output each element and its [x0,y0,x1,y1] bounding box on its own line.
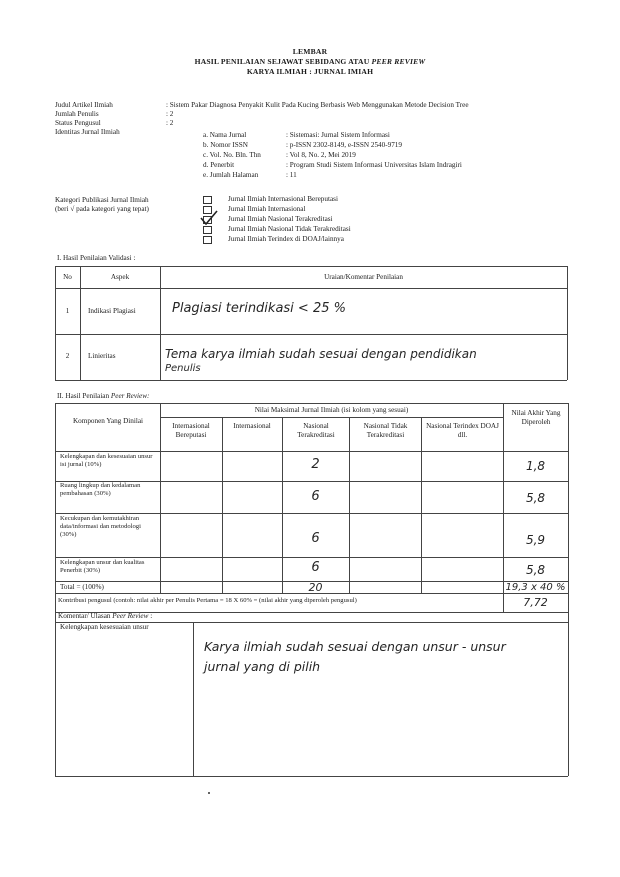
validasi-row1-aspek: Indikasi Plagiasi [88,307,136,315]
row4-nilai-akhir: 5,8 [525,563,546,577]
komponen-row4: Kelengkapan unsur dan kualitas Penerbit (30%) [60,559,145,574]
column-internasional-bereputasi: Internasional Bereputasi [172,422,210,439]
doc-title-line1: LEMBAR [292,47,328,56]
kategori-sublabel: (beri √ pada kategori yang tepat) [55,205,149,213]
komentar-title-suffix: : [148,612,153,620]
identitas-e-label: e. Jumlah Halaman [203,171,259,179]
nilai-max-header: Nilai Maksimal Jurnal Ilmiah (isi kolom yang sesuai) [254,406,409,414]
identitas-c-value: : Vol 8, No. 2, Mei 2019 [286,151,356,159]
komentar-title-italic: Peer Review [112,612,149,620]
total-label: Total = (100%) [60,583,104,591]
kategori-option-5: Jurnal Ilmiah Terindex di DOAJ/lainnya [228,235,344,243]
validasi-header-no: No [63,273,72,281]
identitas-a-label: a. Nama Jurnal [203,131,247,139]
total-akhir: 19,3 x 40 % [505,582,566,593]
status-label: Status Pengusul [55,119,101,127]
komentar-line1: Karya ilmiah sudah sesuai dengan unsur - unsur [204,639,506,654]
kategori-checkbox-1[interactable] [203,196,212,204]
doc-title-line2-text: HASIL PENILAIAN SEJAWAT SEBIDANG ATAU [194,57,372,66]
komentar-title-text: Komentar/ Ulasan [58,612,113,620]
validasi-row2-comment-line2: Penulis [165,363,201,374]
komponen-header: Komponen Yang Dinilai [72,417,144,425]
kategori-checkbox-4[interactable] [203,226,212,234]
column-nasional-terindex: Nasional Terindex DOAJ dll. [426,422,499,439]
judul-label: Judul Artikel Ilmiah [55,101,113,109]
identitas-b-value: : p-ISSN 2302-8149, e-ISSN 2540-9719 [286,141,402,149]
column-nasional-terakreditasi: Nasional Terakreditasi [297,422,335,439]
section1-title: I. Hasil Penilaian Validasi : [57,254,136,262]
row4-nasional-terakreditasi: 6 [311,560,320,575]
speck-mark [208,792,210,794]
komponen-row2: Ruang lingkup dan kedalaman pembahasan (30%) [60,482,141,497]
row2-nilai-akhir: 5,8 [525,491,546,505]
validasi-row1-no: 1 [65,307,70,315]
kategori-option-3: Jurnal Ilmiah Nasional Terakreditasi [228,215,333,223]
row3-nasional-terakreditasi: 6 [311,531,320,546]
identitas-d-label: d. Penerbit [203,161,235,169]
validasi-row2-aspek: Linieritas [88,352,116,360]
validasi-row1-comment: Plagiasi terindikasi < 25 % [172,301,346,316]
komentar-row-label: Kelengkapan kesesuaian unsur [60,623,149,631]
penulis-value: : 2 [166,110,174,118]
row1-nasional-terakreditasi: 2 [311,457,320,472]
total-value: 20 [308,581,323,594]
doc-title-line3: KARYA ILMIAH : JURNAL IMIAH [246,67,374,76]
kontribusi-value: 7,72 [523,596,548,609]
section2-title-italic: Peer Review: [110,392,150,400]
kategori-checkbox-5[interactable] [203,236,212,244]
nilai-akhir-header: Nilai Akhir Yang Diperoleh [511,409,561,426]
row2-nasional-terakreditasi: 6 [311,489,320,504]
row1-nilai-akhir: 1,8 [525,459,546,473]
doc-title-line2-italic: PEER REVIEW [371,57,426,66]
judul-value: : Sistem Pakar Diagnosa Penyakit Kulit Pada Kucing Berbasis Web Menggunakan Metode Decision Tree [166,101,469,109]
validasi-row2-no: 2 [65,352,70,360]
kategori-option-1: Jurnal Ilmiah Internasional Bereputasi [228,195,338,203]
identitas-d-value: : Program Studi Sistem Informasi Universitas Islam Indragiri [286,161,462,169]
check-mark-icon [199,209,219,227]
row3-nilai-akhir: 5,9 [525,533,546,547]
kategori-label: Kategori Publikasi Jurnal Ilmiah [55,196,149,204]
komentar-line2: jurnal yang di pilih [204,659,321,674]
status-value: : 2 [166,119,174,127]
section2-title-text: II. Hasil Penilaian [57,392,111,400]
identitas-b-label: b. Nomor ISSN [203,141,248,149]
validasi-header-uraian: Uraian/Komentar Penilaian [324,273,403,281]
identitas-c-label: c. Vol. No. Bln. Thn [203,151,261,159]
column-nasional-tidak-terakreditasi: Nasional Tidak Terakreditasi [363,422,408,439]
validasi-header-aspek: Aspek [110,273,130,281]
identitas-a-value: : Sistemasi: Jurnal Sistem Informasi [286,131,390,139]
validasi-row2-comment-line1: Tema karya ilmiah sudah sesuai dengan pendidikan [165,347,477,361]
komponen-row3: Kecukupan dan kemutakhiran data/informasi dan metodologi (30%) [60,515,141,538]
doc-title-line2 [0,57,620,66]
section2-title [57,392,149,401]
kategori-option-2: Jurnal Ilmiah Internasional [228,205,306,213]
komentar-title [58,612,152,621]
kontribusi-label: Kontribusi pengusul (contoh: nilai akhir per Penulis Pertama = 18 X 60% = (nilai akhir yang diperoleh pengusul) [58,597,357,604]
identitas-label: Identitas Jurnal Ilmiah [55,128,120,136]
komponen-row1: Kelengkapan dan kesesuaian unsur isi jurnal (10%) [60,453,153,468]
identitas-e-value: : 11 [286,171,297,179]
penulis-label: Jumlah Penulis [55,110,99,118]
column-internasional: Internasional [233,422,271,430]
kategori-option-4: Jurnal Ilmiah Nasional Tidak Terakreditasi [228,225,351,233]
